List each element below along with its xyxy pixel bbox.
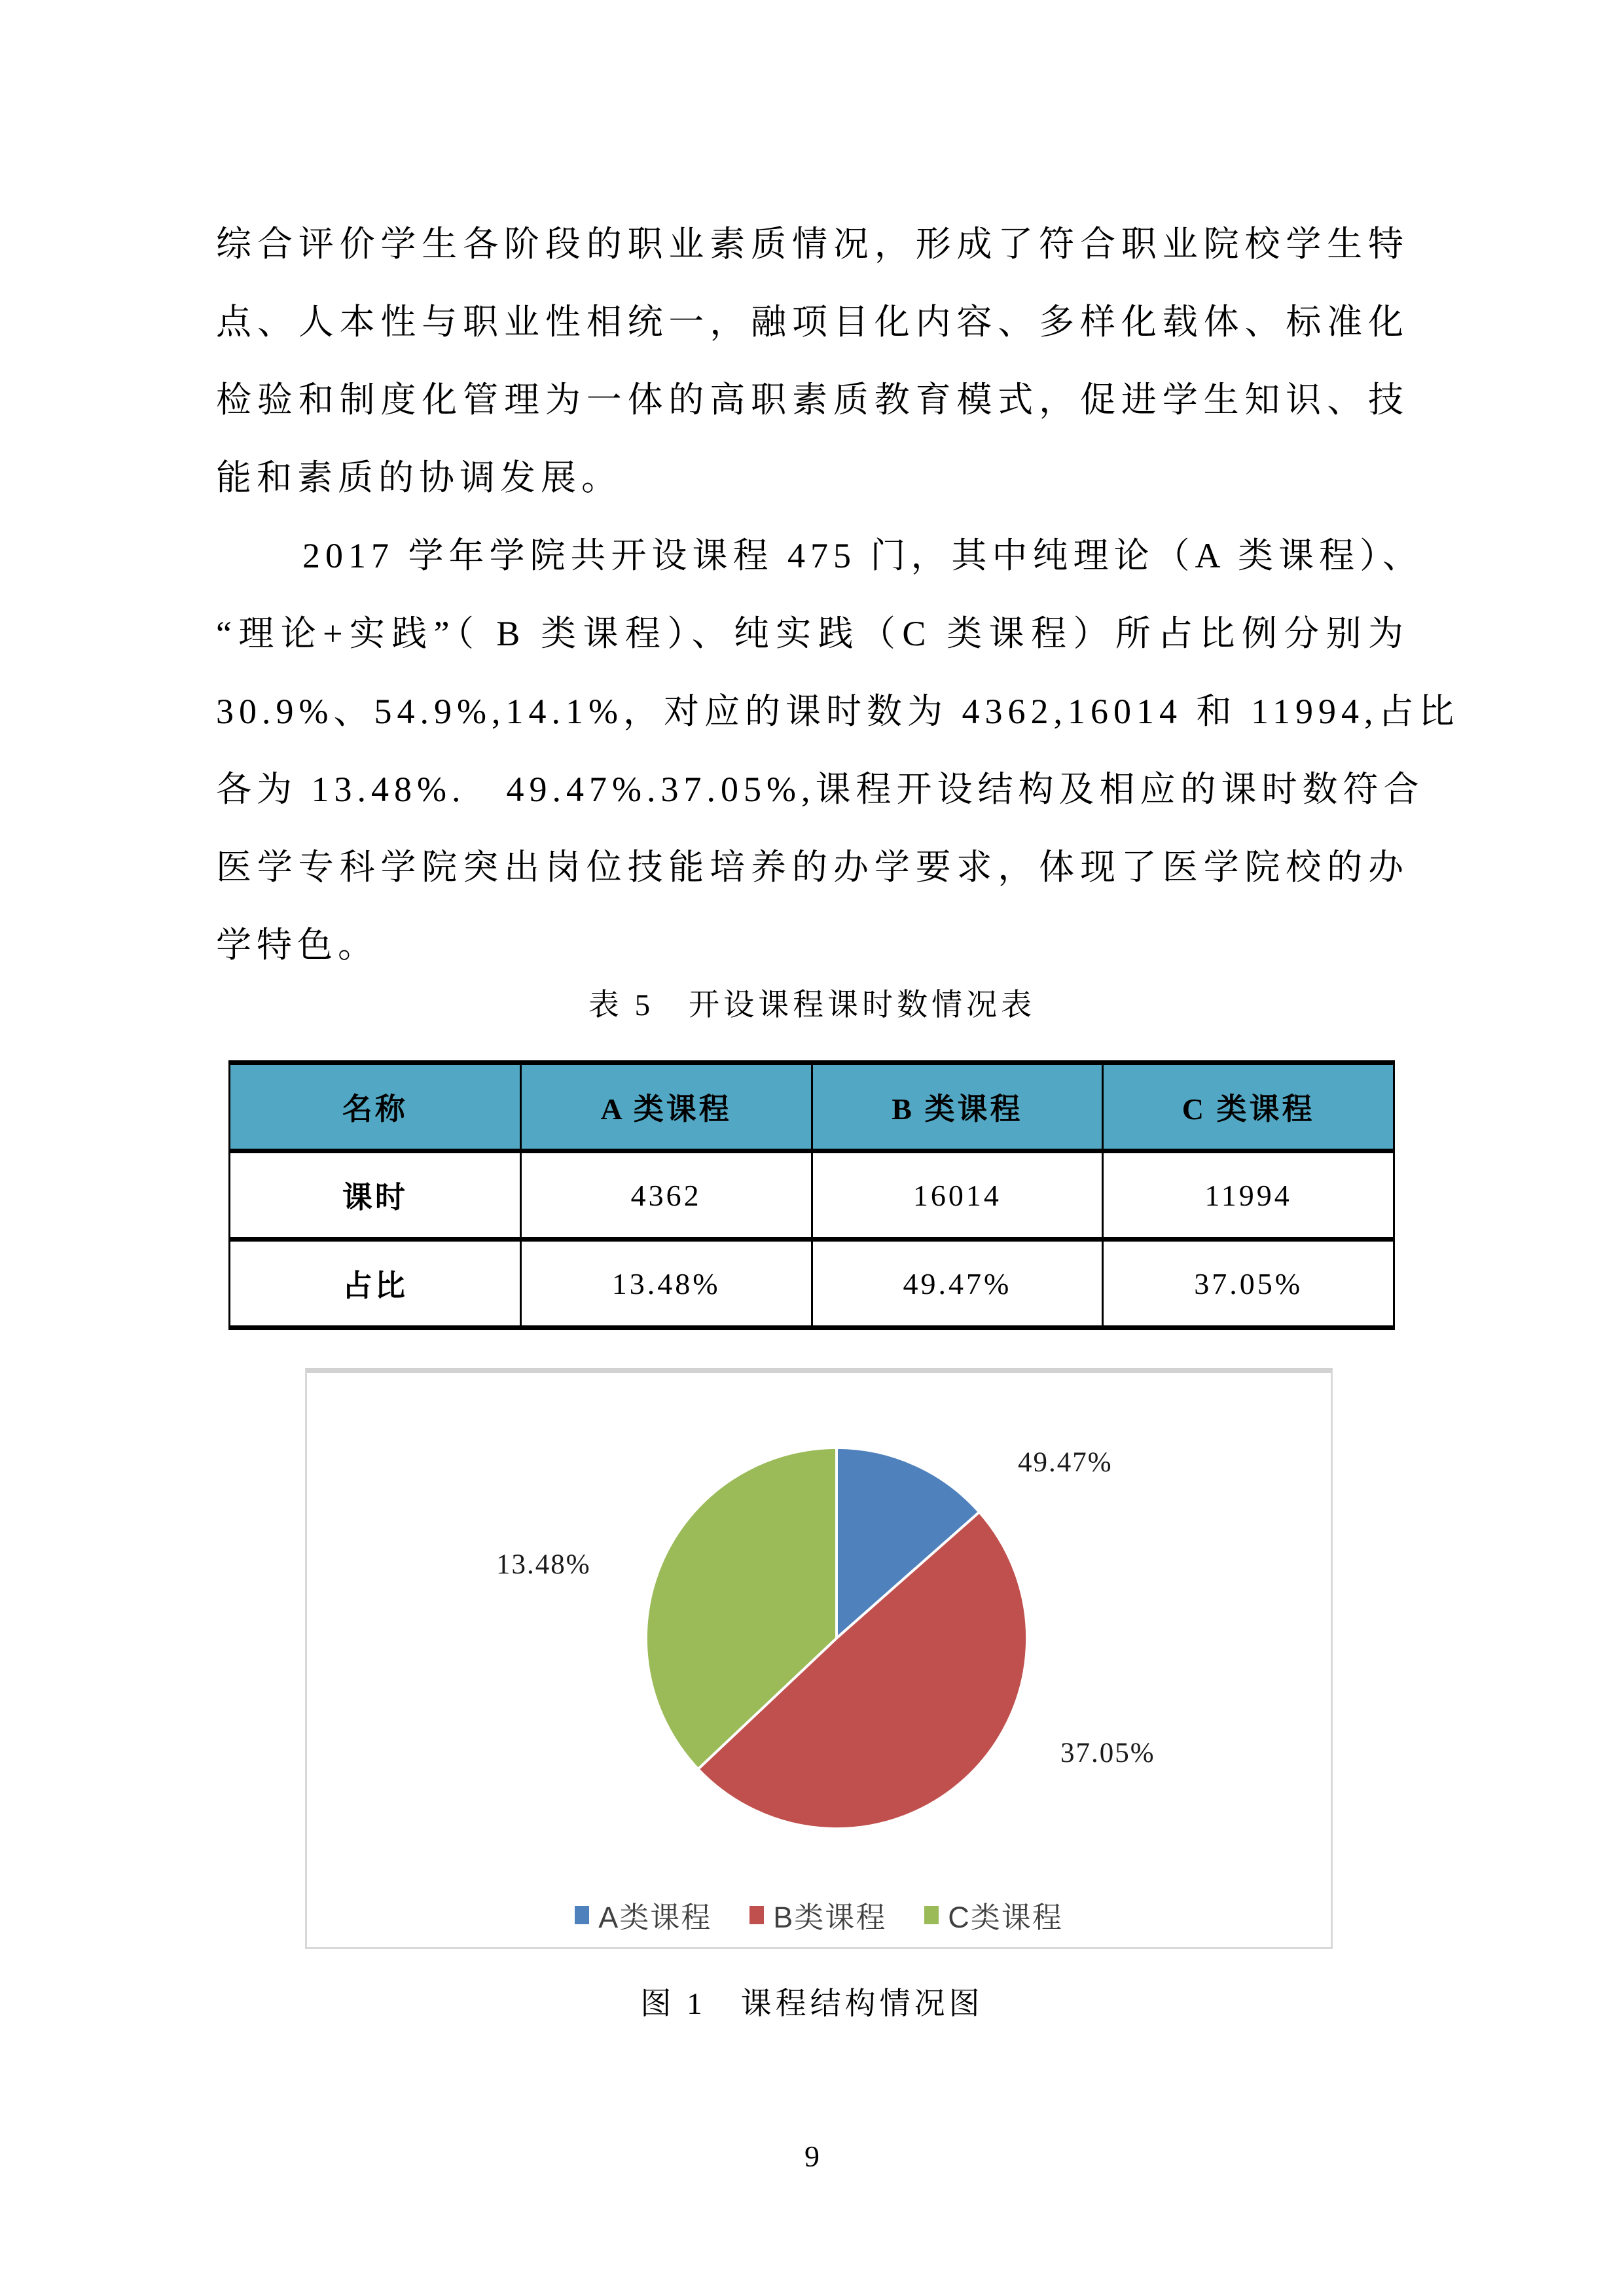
table-caption: 表 5 开设课程课时数情况表 — [588, 988, 1036, 1022]
table-cell: 37.05% — [1103, 1240, 1394, 1328]
table-header-cell: A 类课程 — [520, 1063, 812, 1151]
pie-data-label: 13.48% — [496, 1549, 591, 1580]
legend-item — [575, 1893, 712, 1936]
pie-data-label: 49.47% — [1018, 1447, 1113, 1478]
pie-data-label: 37.05% — [1060, 1738, 1155, 1768]
table-header-cell: 名称 — [230, 1063, 521, 1151]
table-cell: 4362 — [520, 1151, 812, 1240]
table-row — [230, 1151, 1394, 1240]
legend-swatch-a — [575, 1906, 589, 1924]
paragraph2-line: 2017 学年学院共开设课程 475 门，其中纯理论（A 类课程）、 — [302, 536, 1424, 575]
table-header-row — [230, 1063, 1394, 1151]
paragraph2-line: 30.9%、54.9%,14.1%，对应的课时数为 4362,16014 和 11994,占比 — [216, 692, 1460, 731]
figure-caption: 图 1 课程结构情况图 — [640, 1987, 984, 2021]
pie-chart — [643, 1444, 1030, 1832]
paragraph2-line: 学特色。 — [216, 925, 378, 965]
paragraph2-line: 各为 13.48%. 49.47%.37.05%,课程开设结构及相应的课时数符合 — [216, 770, 1424, 809]
paragraph1-line: 点、人本性与职业性相统一，融项目化内容、多样化载体、标准化 — [216, 302, 1409, 342]
table-cell: 13.48% — [520, 1240, 812, 1328]
table-row — [230, 1240, 1394, 1328]
legend-item — [924, 1893, 1063, 1936]
legend-label: C类课程 — [948, 1901, 1063, 1934]
legend-swatch-b — [749, 1906, 764, 1924]
paragraph1-line: 综合评价学生各阶段的职业素质情况，形成了符合职业院校学生特 — [216, 224, 1409, 264]
paragraph1-line: 检验和制度化管理为一体的高职素质教育模式，促进学生知识、技 — [216, 380, 1409, 420]
page-number: 9 — [804, 2140, 820, 2173]
table-row-label: 课时 — [230, 1151, 521, 1240]
table-header-cell: C 类课程 — [1103, 1063, 1394, 1151]
legend-label: A类课程 — [598, 1901, 712, 1934]
legend-item — [749, 1893, 886, 1936]
legend-label: B类课程 — [773, 1901, 887, 1934]
chart-legend — [307, 1893, 1331, 1936]
paragraph2-line: “理论+实践”（ B 类课程）、纯实践（C 类课程）所占比例分别为 — [216, 614, 1409, 653]
table-cell: 49.47% — [812, 1240, 1103, 1328]
table-cell: 11994 — [1103, 1151, 1394, 1240]
pie-chart-figure — [305, 1368, 1333, 1949]
table-header-cell: B 类课程 — [812, 1063, 1103, 1151]
course-hours-table — [228, 1060, 1395, 1330]
paragraph2-line: 医学专科学院突出岗位技能培养的办学要求，体现了医学院校的办 — [216, 848, 1409, 887]
paragraph1-line: 能和素质的协调发展。 — [216, 458, 622, 497]
body-text — [216, 206, 1460, 984]
table-cell: 16014 — [812, 1151, 1103, 1240]
table-row-label: 占比 — [230, 1240, 521, 1328]
legend-swatch-c — [924, 1906, 939, 1924]
